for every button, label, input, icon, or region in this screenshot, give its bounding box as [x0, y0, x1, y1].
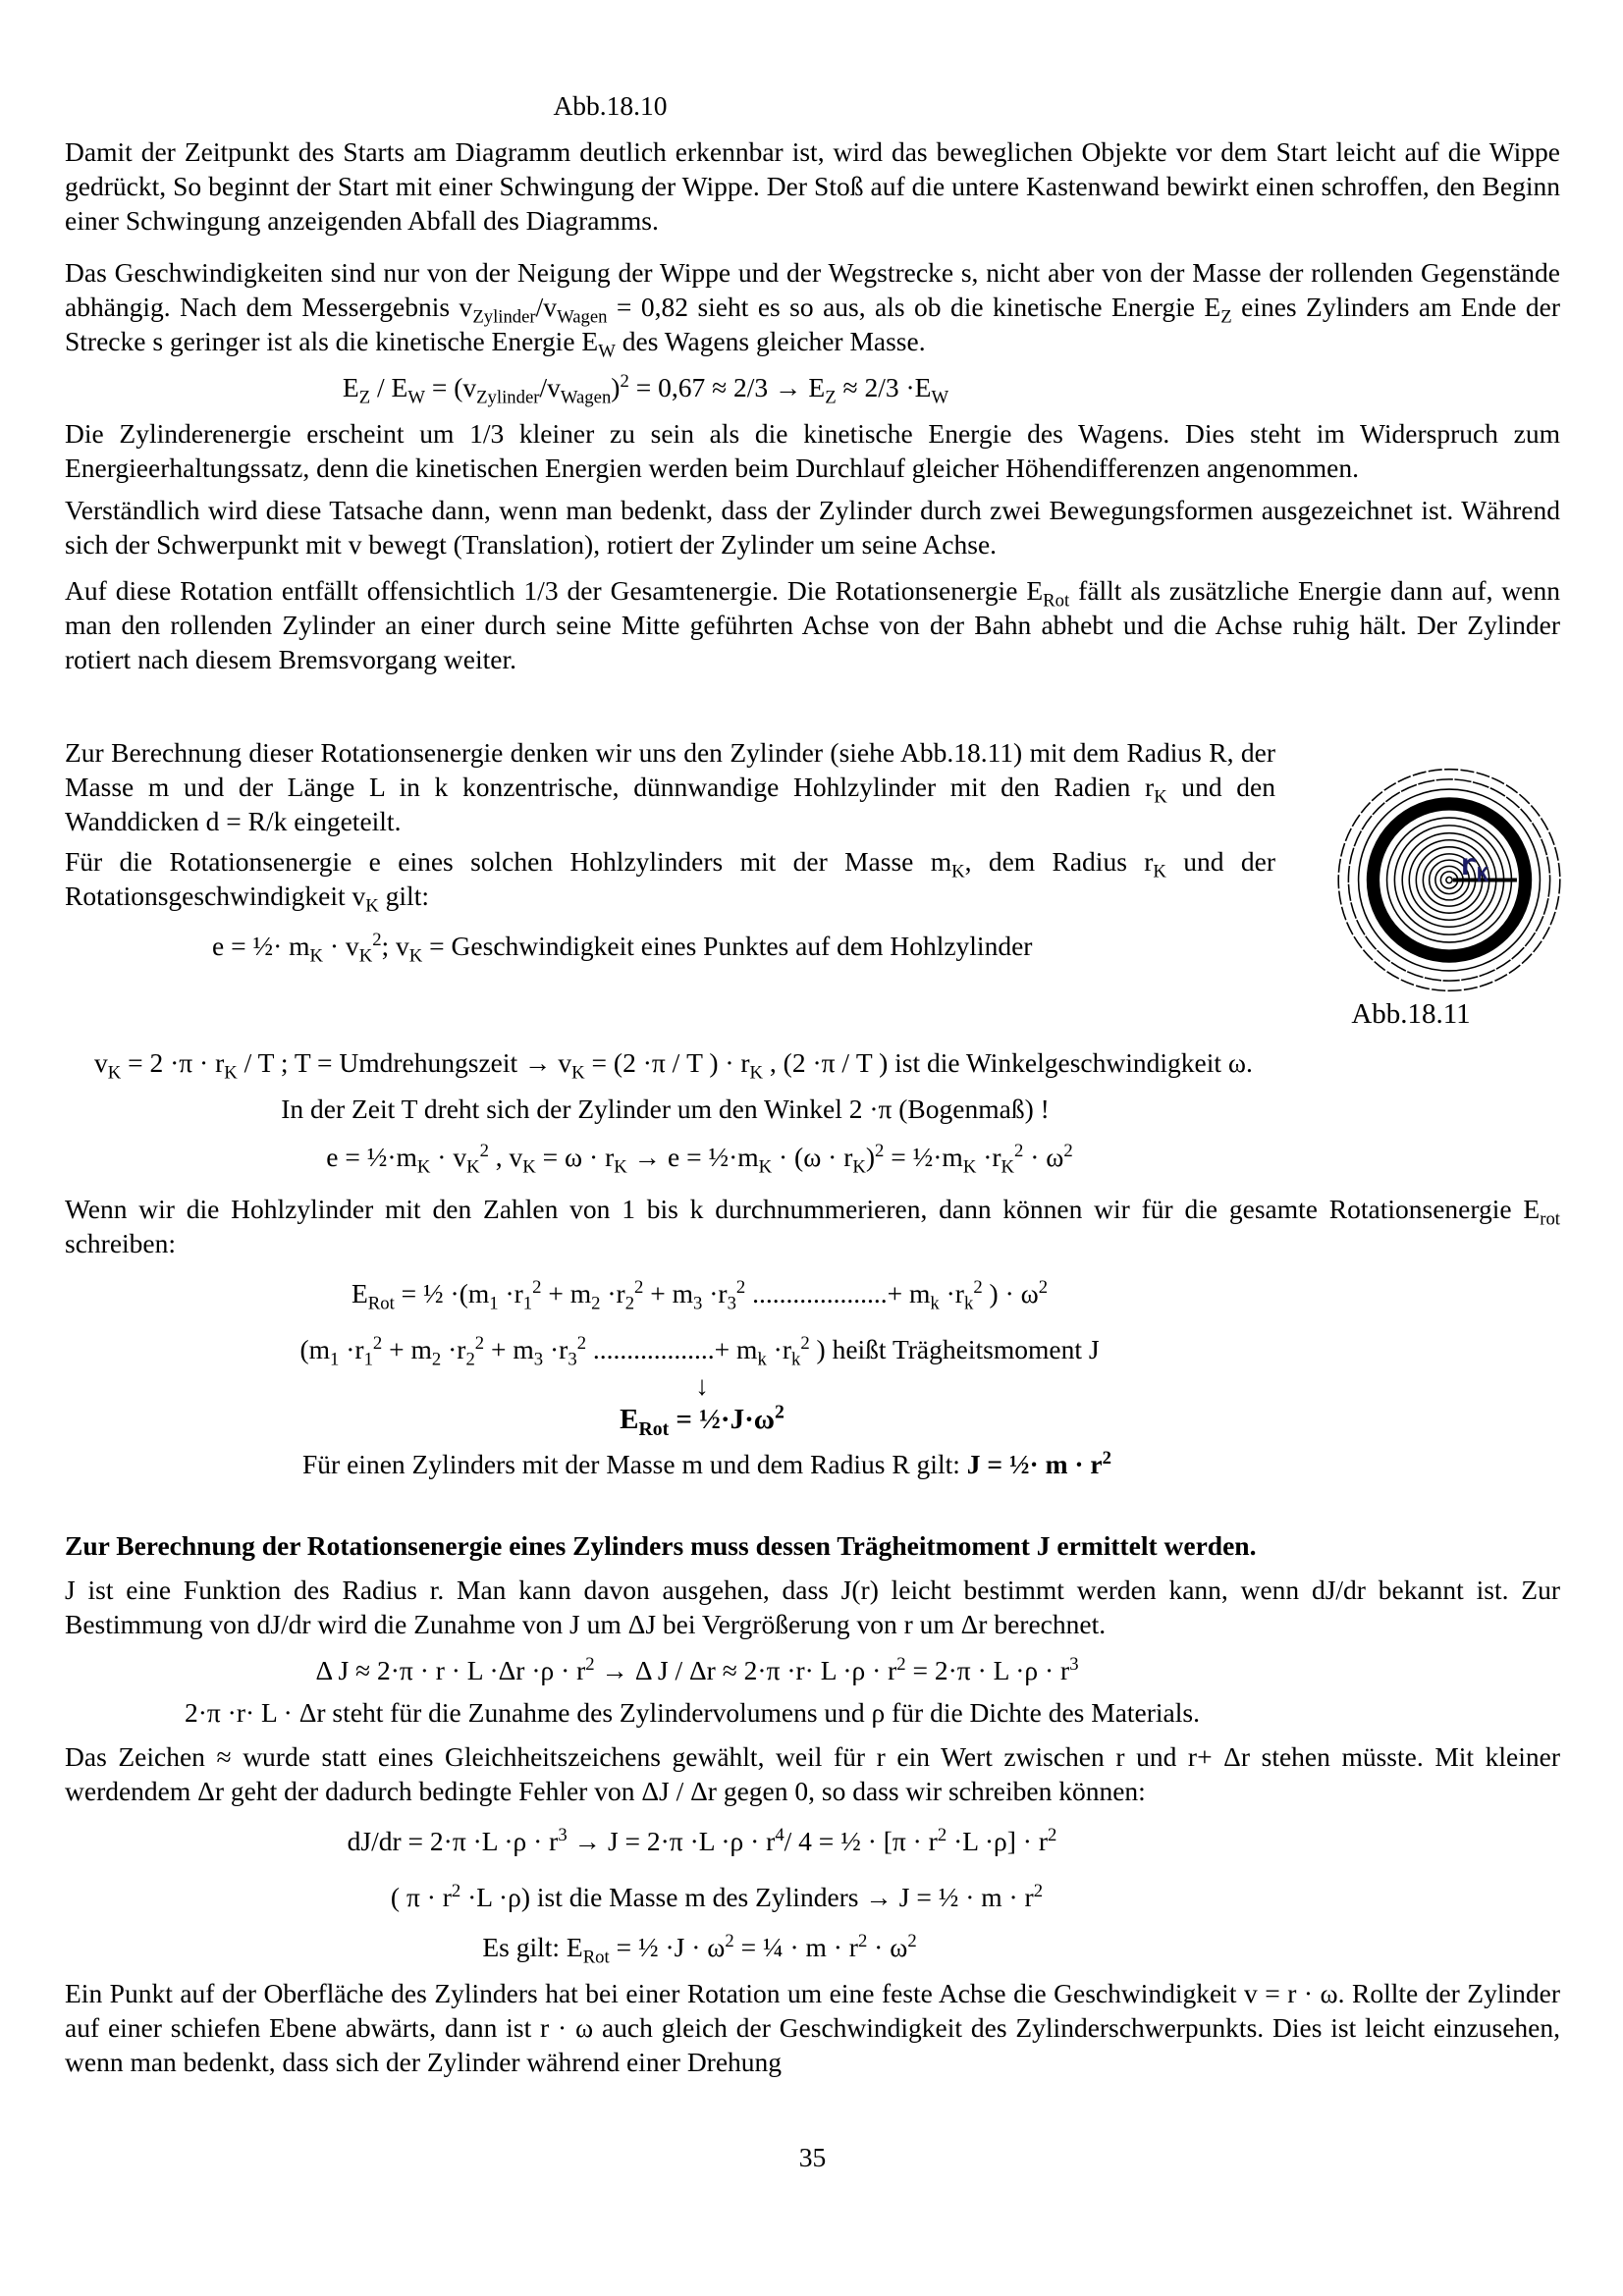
paragraph-surface-point: Ein Punkt auf der Oberfläche des Zylinders hat bei einer Rotation um eine feste Achse die Geschwindigkeit v = r · ω. Rollte der Zylinder auf einer schiefen Ebene abwärts, dann ist r · ω auch gleich der Geschwindigkeit des Zylinderschwerpunkts. Dies ist leicht einzusehen, wenn man bedenkt, dass sich der Zylinder während einer Drehung	[65, 1978, 1560, 2077]
paragraph-j-function: J ist eine Funktion des Radius r. Man kann davon ausgehen, dass J(r) leicht bestimmt werden kann, wenn dJ/dr bekannt ist. Zur Bestimmung von dJ/dr wird die Zunahme von J um ΔJ bei Vergrößerung von r um Δr berechnet.	[65, 1575, 1560, 1639]
figure-abb-18-11	[1287, 765, 1611, 1032]
paragraph-cylinder-energy: Die Zylinderenergie erscheint um 1/3 kleiner zu sein als die kinetische Energie des Wagens. Dies steht im Widerspruch zum Energieerhaltungssatz, denn die kinetischen Energien werden beim Durchlauf gleicher Höhendifferenzen angenommen.	[65, 418, 1560, 483]
formula-hollow-cylinder-energy: e = ½· $m_K \cdot v_K^2$; $v_K$ = Geschwindigkeit eines Punktes auf dem Hohlzylinder	[212, 929, 1033, 967]
down-arrow-icon: ↓	[695, 1370, 709, 1401]
formula-energy-omega: $e = \frac{1}{2}\cdot m_K \cdot v_K^2$ , $v_K = \omega \cdot r_K \to e$ = $\frac{1}{2}\cdot m_K \cdot (\omega \cdot r_K)^2$ = $\frac{1}{2}\cdot m_K \cdot r_K^2 \cdot \omega^2$	[326, 1140, 1073, 1178]
paragraph-start-detection: Damit der Zeitpunkt des Starts am Diagramm deutlich erkennbar ist, wird das beweglichen Objekte vor dem Start leicht auf die Wippe gedrückt, So beginnt der Start mit einer Schwingung der Wippe. Der Stoß auf die untere Kastenwand bewirkt einen schroffen, den Beginn einer Schwingung anzeigenden Abfall des Diagramms.	[65, 136, 1560, 236]
rings	[1338, 770, 1560, 991]
paragraph-numbering: Wenn wir die Hohlzylinder mit den Zahlen von 1 bis k durchnummerieren, dann können wir für die gesamte Rotationsenergie $E_{rot}$ schreiben:	[65, 1194, 1560, 1258]
formula-erot-sum: $E_{Rot}$ = ½ $\cdot(m_1 \cdot r_1^2 + m_2 \cdot r_2^2 + m_3 \cdot r_3^2$ ....................+ $m_k \cdot r_k^2$ ) · $\omega^2$	[351, 1276, 1049, 1314]
figure-caption: Abb.18.11	[1351, 998, 1471, 1030]
heading-traegheitsmoment: Zur Berechnung der Rotationsenergie eines Zylinders muss dessen Trägheitmoment J ermittelt werden.	[65, 1530, 1257, 1561]
formula-angular-velocity: $v_K = 2 \cdot\pi \cdot r_K / T$ ; T = Umdrehungszeit → $v_K = (2 \cdot\pi / T$ ) · $r_K$ , (2 ·π / T ) ist die Winkelgeschwindigkeit ω.	[94, 1047, 1253, 1084]
paragraph-rotation-energy: Auf diese Rotation entfällt offensichtlich 1/3 der Gesamtenergie. Die Rotationsenergie $E_{Rot}$ fällt als zusätzliche Energie dann auf, wenn man den rollenden Zylinder an einer durch seine Mitte geführten Achse von der Bahn abhebt und die Achse ruhig hält. Der Zylinder rotiert nach diesem Bremsvorgang weiter.	[65, 575, 1560, 674]
paragraph-approx-sign: Das Zeichen ≈ wurde statt eines Gleichheitszeichens gewählt, weil für r ein Wert zwischen r und r+ Δr stehen müsste. Mit kleiner werdendem Δr geht der dadurch bedingte Fehler von ΔJ / Δr gegen 0, so dass wir schreiben können:	[65, 1741, 1560, 1806]
concentric-rings-figure	[1287, 765, 1611, 995]
formula-mass-note: ( $\pi \cdot r^2 \cdot L \cdot\rho$) ist die Masse m des Zylinders → J = ½ · $m \cdot r^2$	[390, 1880, 1044, 1912]
formula-rotation-angle-note: In der Zeit T dreht sich der Zylinder um den Winkel 2 ·π (Bogenmaß) !	[281, 1094, 1050, 1124]
formula-dj-dr: $dJ/dr = 2\cdot\pi \cdot L \cdot\rho \cdot r^3 \to J = 2\cdot\pi \cdot L \cdot\rho \cdot r^4/$ 4 = ½ · $[\pi \cdot r^2 \cdot L \cdot\rho] \cdot r^2$	[347, 1824, 1057, 1856]
formula-traegheitsmoment-def: ($m_1 \cdot r_1^2 + m_2 \cdot r_2^2 + m_3 \cdot r_3^2$ ..................+ $m_k \cdot r_k^2$ ) heißt Trägheitsmoment J	[299, 1332, 1100, 1370]
formula-volume-note: 2·π ·r· L · Δr steht für die Zunahme des Zylindervolumens und ρ für die Dichte des Materials.	[185, 1697, 1200, 1728]
paragraph-rotation-energy-hollow: Für die Rotationsenergie e eines solchen Hohlzylinders mit der Masse $m_K$, dem Radius $r_K$ und der Rotationsgeschwindigkeit $v_K$ gilt:	[65, 846, 1275, 917]
formula-energy-ratio: $E_Z / E_W = (v_{Zylinder}/v_{Wagen})^2 = 0,67 \approx 2/3 \to E_Z \approx 2/3 \cdot E_W$	[342, 370, 949, 408]
figure-title-abb-18-10: Abb.18.10	[553, 90, 668, 121]
formula-cylinder-j: Für einen Zylinders mit der Masse m und dem Radius R gilt: J = ½· $m \cdot r^2$	[302, 1447, 1111, 1479]
figure-section	[65, 735, 1560, 1030]
paragraph-two-motions: Verständlich wird diese Tatsache dann, wenn man bedenkt, dass der Zylinder durch zwei Bewegungsformen ausgezeichnet ist. Während sich der Schwerpunkt mit v bewegt (Translation), rotiert der Zylinder um seine Achse.	[65, 495, 1560, 560]
page-number: 35	[798, 2142, 827, 2172]
formula-delta-j: Δ $J \approx 2\cdot\pi \cdot r \cdot L \cdot\Delta r \cdot\rho \cdot r^2 \to \Delta$ $J / \Delta r \approx 2\cdot\pi \cdot r\cdot L \cdot\rho \cdot r^2 = 2\cdot\pi \cdot L \cdot\rho \cdot r^3$	[315, 1653, 1079, 1685]
formula-erot-j-omega: $E_{Rot}$ = $\frac{1}{2}\cdot J\cdot\omega^2$	[620, 1401, 784, 1440]
paragraph-velocity-result: Das Geschwindigkeiten sind nur von der Neigung der Wippe und der Wegstrecke s, nicht aber von der Masse der rollenden Gegenstände abhängig. Nach dem Messergebnis $v_{Zylinder}/v_{Wagen} = 0,82$ sieht es so aus, als ob die kinetische Energie $E_Z$ eines Zylinders am Ende der Strecke s geringer ist als die kinetische Energie $E_W$ des Wagens gleicher Masse.	[65, 257, 1560, 362]
figure-radius-label: $r_K$	[1458, 848, 1489, 886]
paragraph-hollow-cylinders: Zur Berechnung dieser Rotationsenergie denken wir uns den Zylinder (siehe Abb.18.11) mit dem Radius R, der Masse m und der Länge L in k konzentrische, dünnwandige Hohlzylinder mit den Radien $r_K$ und den Wanddicken d = R/k eingeteilt.	[65, 737, 1275, 836]
formula-es-gilt: Es gilt: $E_{Rot}$ = ½ $\cdot J \cdot \omega^2$ = ¼ · $m \cdot r^2 \cdot \omega^2$	[482, 1930, 917, 1968]
